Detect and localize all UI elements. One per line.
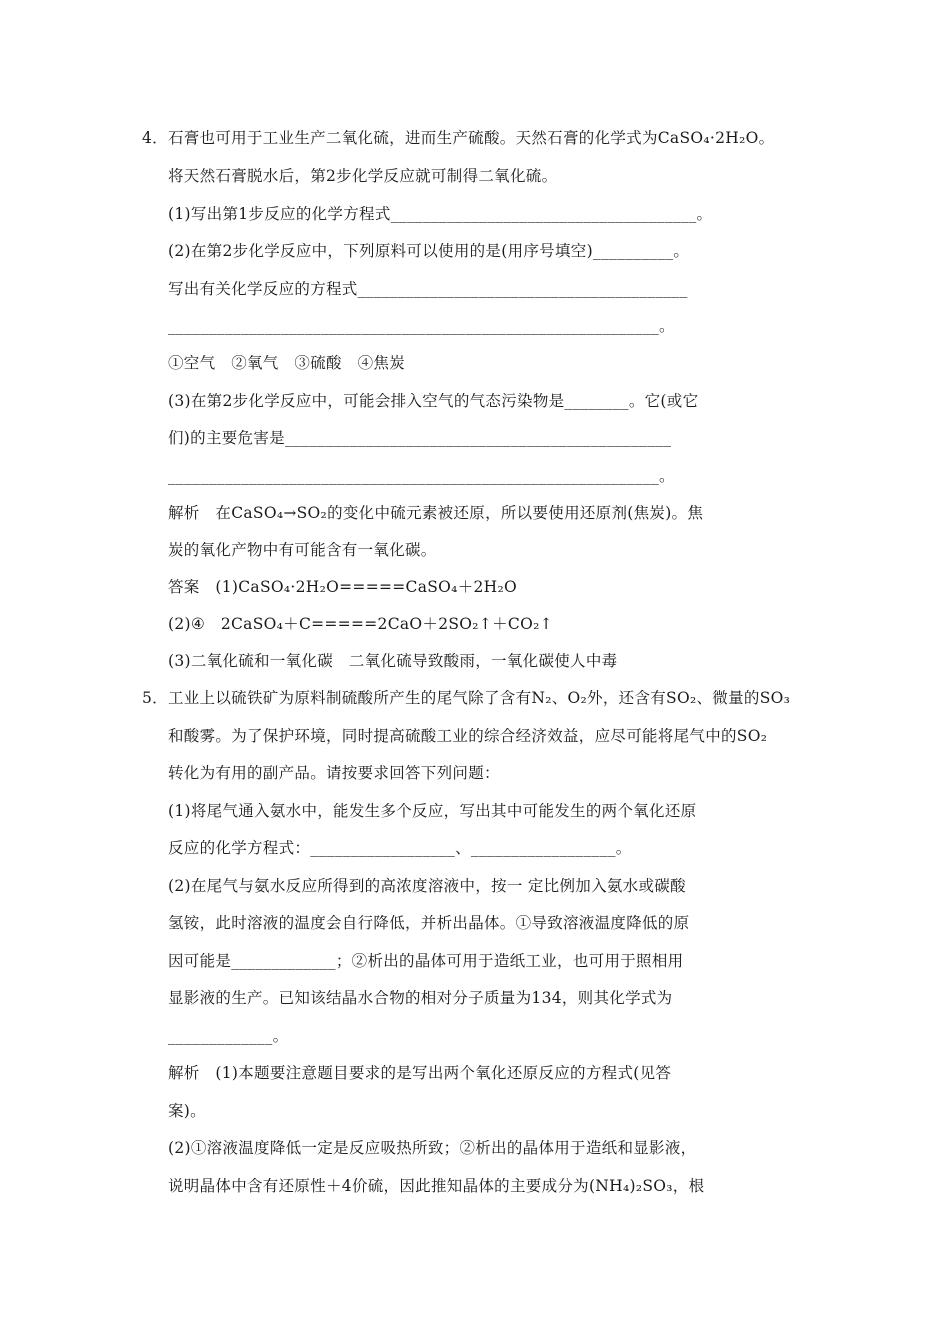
q5-analysis-line-2: 案)。: [168, 1102, 206, 1120]
q5-part1-line-1: (1)将尾气通入氨水中，能发生多个反应，写出其中可能发生的两个氧化还原: [168, 802, 697, 820]
q4-options: ①空气 ②氧气 ③硫酸 ④焦炭: [168, 354, 406, 372]
q4-part2-equation: 写出有关化学反应的方程式_________________________________________: [168, 280, 688, 298]
q4-answer-2: (2)④ 2CaSO₄＋C=====2CaO＋2SO₂↑＋CO₂↑: [168, 615, 553, 633]
q4-part3-blank: _____________________________________________________________。: [168, 467, 675, 485]
q4-part1: (1)写出第1步反应的化学方程式______________________________________。: [168, 205, 713, 223]
q4-analysis-line-1: 解析 在CaSO₄→SO₂的变化中硫元素被还原，所以要使用还原剂(焦炭)。焦: [168, 504, 704, 522]
q4-answer-1: 答案 (1)CaSO₄·2H₂O=====CaSO₄＋2H₂O: [168, 578, 517, 596]
q4-stem-line-1: 4．石膏也可用于工业生产二氧化硫，进而生产硫酸。天然石膏的化学式为CaSO₄·2H₂O。: [142, 129, 775, 147]
q4-part3-line-2: 们)的主要危害是________________________________________________: [168, 429, 672, 447]
q4-stem-line-2: 将天然石膏脱水后，第2步化学反应就可制得二氧化硫。: [168, 167, 558, 185]
q5-part2-line-3: 因可能是_____________；②析出的晶体可用于造纸工业，也可用于照相用: [168, 952, 684, 970]
q5-stem-line-1: 5．工业上以硫铁矿为原料制硫酸所产生的尾气除了含有N₂、O₂外，还含有SO₂、微量的SO₃: [142, 689, 791, 707]
q4-analysis-line-2: 炭的氧化产物中有可能含有一氧化碳。: [168, 541, 437, 559]
q4-answer-3: (3)二氧化硫和一氧化碳 二氧化硫导致酸雨，一氧化碳使人中毒: [168, 652, 618, 670]
q4-part2: (2)在第2步化学反应中，下列原料可以使用的是(用序号填空)__________。: [168, 242, 690, 260]
q4-part2-blank: _____________________________________________________________。: [168, 317, 675, 335]
q5-part2-line-1: (2)在尾气与氨水反应所得到的高浓度溶液中，按一 定比例加入氨水或碳酸: [168, 877, 686, 895]
q5-part2-line-2: 氢铵，此时溶液的温度会自行降低，并析出晶体。①导致溶液温度降低的原: [168, 914, 690, 932]
q5-part1-line-2: 反应的化学方程式：__________________、__________________。: [168, 839, 632, 857]
q5-analysis-line-3: (2)①溶液温度降低一定是反应吸热所致；②析出的晶体用于造纸和显影液，: [168, 1139, 697, 1157]
q5-analysis-line-1: 解析 (1)本题要注意题目要求的是写出两个氧化还原反应的方程式(见答: [168, 1064, 672, 1082]
q4-part3-line-1: (3)在第2步化学反应中，可能会排入空气的气态污染物是________。它(或它: [168, 392, 699, 410]
q5-stem-line-2: 和酸雾。为了保护环境，同时提高硫酸工业的综合经济效益，应尽可能将尾气中的SO₂: [168, 727, 768, 745]
q5-analysis-line-4: 说明晶体中含有还原性＋4价硫，因此推知晶体的主要成分为(NH₄)₂SO₃，根: [168, 1177, 705, 1195]
q5-stem-line-3: 转化为有用的副产品。请按要求回答下列问题：: [168, 764, 500, 782]
q5-part2-blank: _____________。: [168, 1027, 289, 1045]
q5-part2-line-4: 显影液的生产。已知该结晶水合物的相对分子质量为134，则其化学式为: [168, 989, 673, 1007]
